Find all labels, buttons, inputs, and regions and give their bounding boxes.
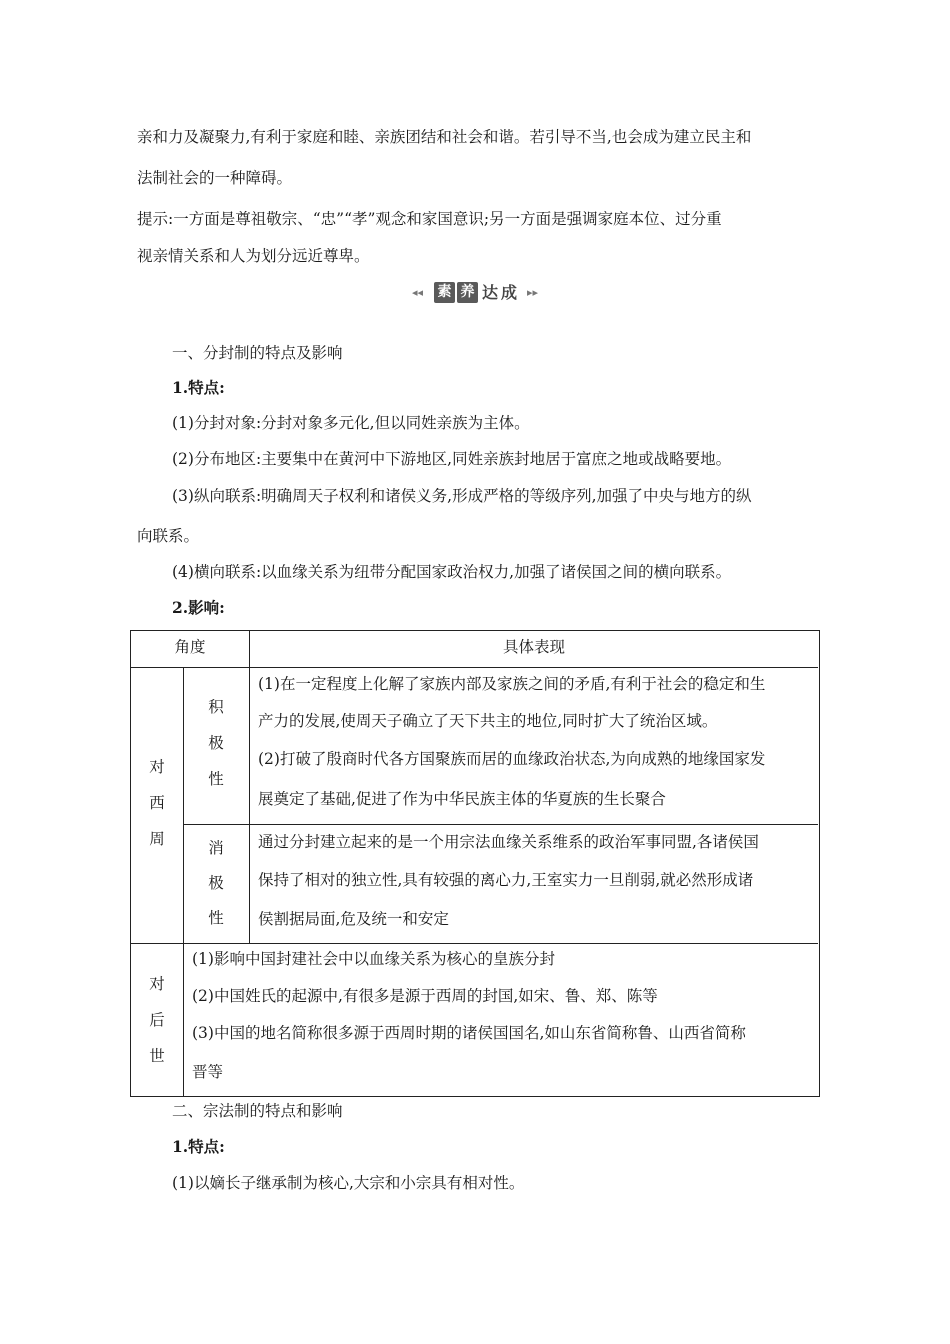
negative-line: 通过分封建立起来的是一个用宗法血缘关系维系的政治军事同盟,各诸侯国 (258, 833, 759, 851)
row-label-char: 对 (149, 758, 165, 776)
influence-table (130, 630, 820, 1097)
positive-line: (1)在一定程度上化解了家族内部及家族之间的矛盾,有利于社会的稳定和生 (258, 675, 766, 693)
row-label-char: 西 (149, 794, 165, 812)
section2-heading: 二、宗法制的特点和影响 (172, 1102, 343, 1120)
feature-1: (1)分封对象:分封对象多元化,但以同姓亲族为主体。 (172, 414, 530, 432)
header-angle: 角度 (174, 638, 206, 656)
row-label-char: 周 (149, 830, 165, 848)
header-detail: 具体表现 (502, 638, 565, 656)
later-line: (3)中国的地名简称很多源于西周时期的诸侯国国名,如山东省简称鲁、山西省简称 (192, 1024, 746, 1042)
negative-label-char: 极 (208, 874, 224, 892)
section2-feature-1: (1)以嫡长子继承制为核心,大宗和小宗具有相对性。 (172, 1174, 525, 1192)
negative-line: 保持了相对的独立性,具有较强的离心力,王室实力一旦削弱,就必然形成诸 (258, 871, 754, 889)
feature-3a: (3)纵向联系:明确周天子权利和诸侯义务,形成严格的等级序列,加强了中央与地方的纵 (172, 487, 752, 505)
positive-line: 展奠定了基础,促进了作为中华民族主体的华夏族的生长聚合 (258, 790, 666, 808)
feature-3b: 向联系。 (137, 527, 200, 545)
positive-label-char: 极 (208, 734, 224, 752)
table-rule (249, 667, 250, 943)
positive-label-char: 积 (208, 698, 224, 716)
left-arrows-icon: ◂◂ (412, 286, 424, 299)
right-arrows-icon: ▸▸ (526, 286, 538, 299)
banner-char-3: 达 (482, 283, 499, 302)
table-rule (131, 667, 818, 668)
later-line: 晋等 (192, 1063, 224, 1081)
negative-label-char: 消 (208, 839, 224, 857)
table-rule (183, 824, 818, 825)
later-line: (2)中国姓氏的起源中,有很多是源于西周的封国,如宋、鲁、郑、陈等 (192, 987, 658, 1005)
positive-line: 产力的发展,使周天子确立了天下共主的地位,同时扩大了统治区域。 (258, 712, 718, 730)
negative-label-char: 性 (208, 909, 224, 927)
positive-label-char: 性 (208, 770, 224, 788)
table-rule (131, 943, 818, 944)
section1-heading: 一、分封制的特点及影响 (172, 344, 343, 362)
hint-line-1: 提示:一方面是尊祖敬宗、“忠”“孝”观念和家国意识;另一方面是强调家庭本位、过分重 (137, 210, 722, 228)
hint-line-2: 视亲情关系和人为划分远近尊卑。 (137, 247, 370, 265)
section2-features-title: 1.特点: (172, 1137, 225, 1156)
banner-char-1: 素 (434, 282, 455, 303)
intro-line-1: 亲和力及凝聚力,有利于家庭和睦、亲族团结和社会和谐。若引导不当,也会成为建立民主和 (137, 128, 752, 146)
row2-label-char: 后 (149, 1011, 165, 1029)
row2-label-char: 对 (149, 975, 165, 993)
intro-line-2: 法制社会的一种障碍。 (137, 169, 293, 187)
section1-features-title: 1.特点: (172, 378, 225, 397)
section1-influence-title: 2.影响: (172, 598, 225, 617)
positive-line: (2)打破了殷商时代各方国聚族而居的血缘政治状态,为向成熟的地缘国家发 (258, 750, 766, 768)
row2-label-char: 世 (149, 1047, 165, 1065)
later-line: (1)影响中国封建社会中以血缘关系为核心的皇族分封 (192, 950, 555, 968)
feature-4: (4)横向联系:以血缘关系为纽带分配国家政治权力,加强了诸侯国之间的横向联系。 (172, 563, 732, 581)
banner-char-4: 成 (501, 283, 518, 302)
negative-line: 侯割据局面,危及统一和安定 (258, 910, 449, 928)
banner-char-2: 养 (457, 282, 478, 303)
feature-2: (2)分布地区:主要集中在黄河中下游地区,同姓亲族封地居于富庶之地或战略要地。 (172, 450, 732, 468)
section-banner (412, 281, 538, 305)
